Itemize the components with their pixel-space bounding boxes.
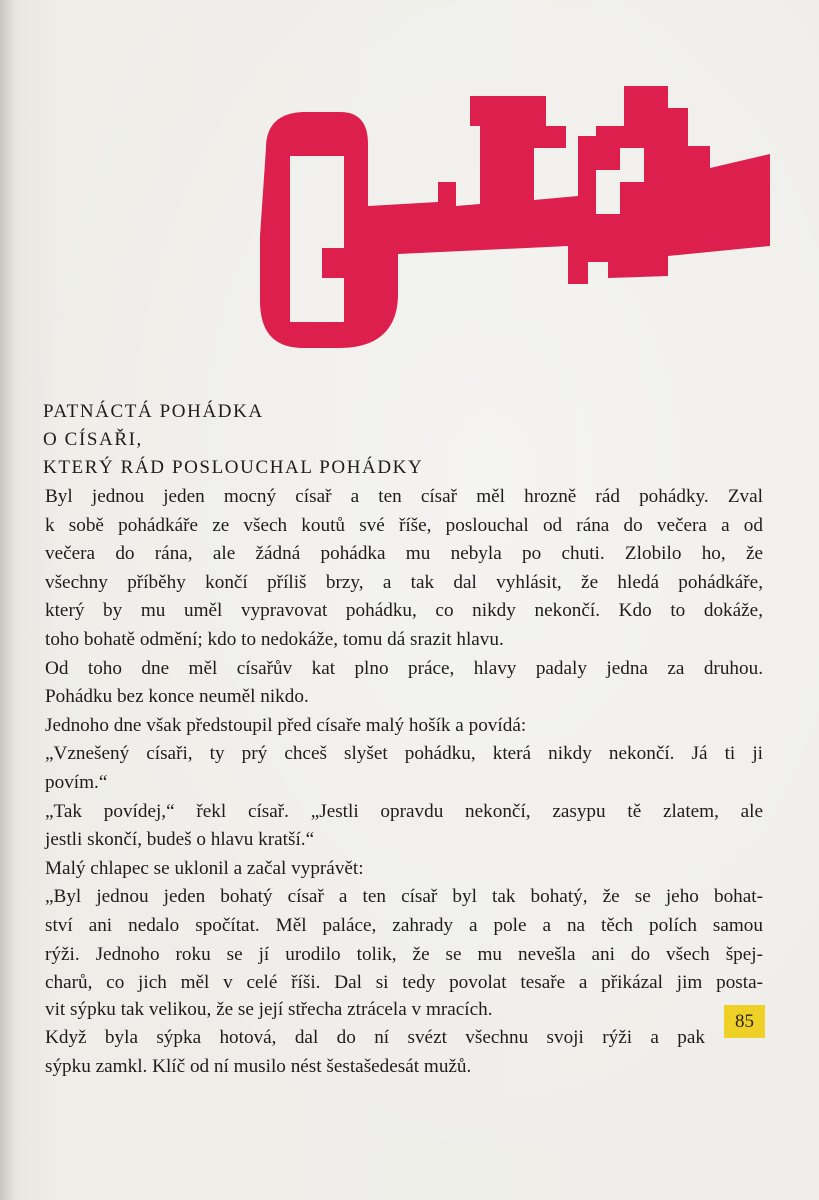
story-line: ství ani nedalo spočítat. Měl paláce, zahrady a pole a na těch polích samou xyxy=(45,914,763,936)
page-number: 85 xyxy=(724,1005,765,1038)
story-line: Od toho dne měl císařův kat plno práce, hlavy padaly jedna za druhou. xyxy=(45,657,763,679)
page-gutter-shadow xyxy=(0,0,14,1200)
story-line: večera do rána, ale žádná pohádka mu nebyla po chuti. Zlobilo ho, že xyxy=(45,543,763,565)
story-line: jestli skončí, budeš o hlavu kratší.“ xyxy=(45,829,315,851)
story-line: Jednoho dne však předstoupil před císaře malý hošík a povídá: xyxy=(45,714,527,736)
story-line: povím.“ xyxy=(45,771,108,793)
chapter-title-line-1: O CÍSAŘI, xyxy=(43,429,143,450)
key-illustration xyxy=(248,86,770,358)
chapter-heading xyxy=(43,398,743,482)
story-line: rýži. Jednoho roku se jí urodilo tolik, že se mu nevešla ani do všech špej- xyxy=(45,943,763,965)
story-line: Malý chlapec se uklonil a začal vyprávět: xyxy=(45,857,364,879)
story-line: Když byla sýpka hotová, dal do ní svézt všechnu svoji rýži a pak xyxy=(45,1027,705,1049)
story-line: sýpku zamkl. Klíč od ní musilo nést šestašedesát mužů. xyxy=(45,1055,472,1077)
story-line: vit sýpku tak velikou, že se její střecha ztrácela v mracích. xyxy=(45,998,493,1020)
story-line: „Byl jednou jeden bohatý císař a ten císař byl tak bohatý, že se jeho bohat- xyxy=(45,886,763,908)
story-line: charů, co jich měl v celé říši. Dal si tedy povolat tesaře a přikázal jim posta- xyxy=(45,972,763,994)
story-line: „Vznešený císaři, ty prý chceš slyšet pohádku, která nikdy nekončí. Já ti ji xyxy=(45,743,763,765)
story-line: Pohádku bez konce neuměl nikdo. xyxy=(45,686,309,708)
key-shape xyxy=(260,86,770,348)
story-line: k sobě pohádkáře ze všech koutů své říše, poslouchal od rána do večera a od xyxy=(45,514,763,536)
chapter-title-line-2: KTERÝ RÁD POSLOUCHAL POHÁDKY xyxy=(43,457,424,478)
story-line: všechny příběhy končí příliš brzy, a tak dal vyhlásit, že hledá pohádkáře, xyxy=(45,571,763,593)
story-line: toho bohatě odmění; kdo to nedokáže, tomu dá srazit hlavu. xyxy=(45,628,504,650)
story-line: „Tak povídej,“ řekl císař. „Jestli opravdu nekončí, zasypu tě zlatem, ale xyxy=(45,800,763,822)
story-line: který by mu uměl vypravovat pohádku, co nikdy nekončí. Kdo to dokáže, xyxy=(45,600,763,622)
story-text xyxy=(45,483,763,1081)
story-line: Byl jednou jeden mocný císař a ten císař měl hrozně rád pohádky. Zval xyxy=(45,486,763,507)
chapter-number-title: PATNÁCTÁ POHÁDKA xyxy=(43,401,264,422)
